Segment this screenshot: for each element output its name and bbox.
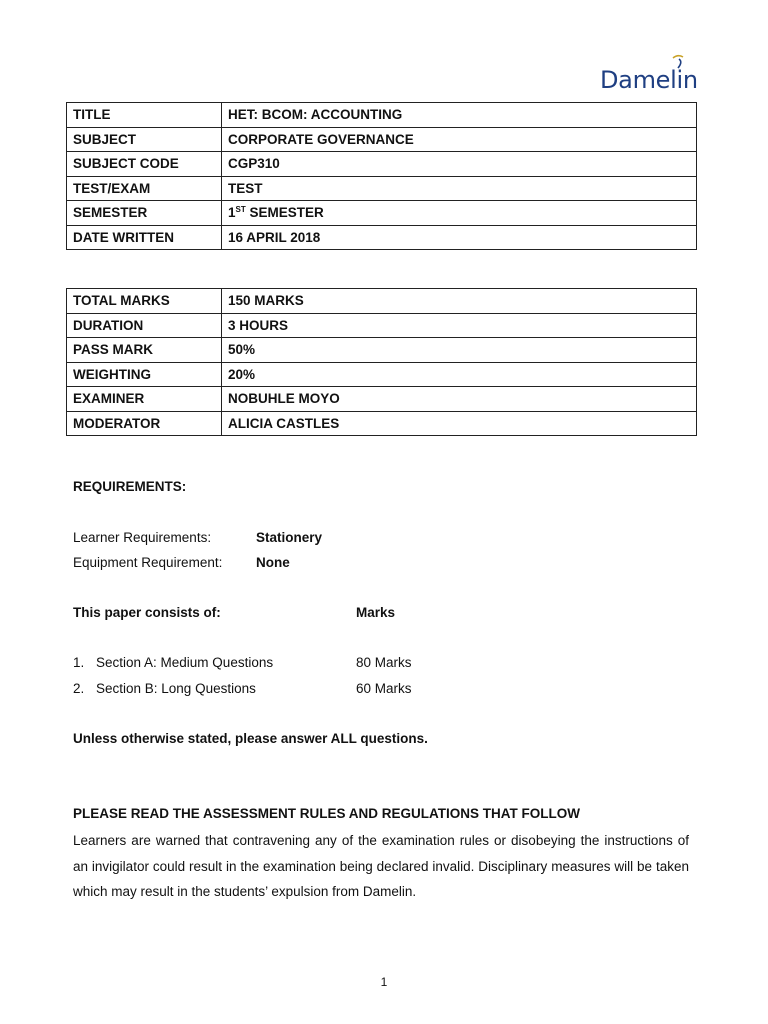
row-value: 50% [222, 338, 697, 363]
table-row [67, 313, 697, 338]
row-value: HET: BCOM: ACCOUNTING [222, 103, 697, 128]
row-value: 3 HOURS [222, 313, 697, 338]
damelin-logo [600, 54, 700, 94]
table-row [67, 152, 697, 177]
answer-instruction: Unless otherwise stated, please answer ALL questions. [73, 731, 428, 746]
row-value: CGP310 [222, 152, 697, 177]
semester-ordinal: ST [235, 205, 246, 215]
row-label: PASS MARK [67, 338, 222, 363]
table-row [67, 103, 697, 128]
section-number: 1. [73, 655, 85, 670]
table-row [67, 225, 697, 250]
page-number: 1 [380, 975, 388, 989]
section-number: 2. [73, 681, 85, 696]
row-value: ALICIA CASTLES [222, 411, 697, 436]
learner-requirements-label: Learner Requirements: [73, 530, 212, 545]
row-label: TOTAL MARKS [67, 289, 222, 314]
row-label: TEST/EXAM [67, 176, 222, 201]
row-value [222, 201, 697, 226]
row-value: 150 MARKS [222, 289, 697, 314]
marks-heading: Marks [356, 605, 396, 620]
section-marks: 60 Marks [356, 681, 412, 696]
semester-number: 1 [228, 205, 236, 221]
row-label: SEMESTER [67, 201, 222, 226]
exam-details-table [66, 102, 697, 250]
table-row [67, 201, 697, 226]
row-label: MODERATOR [67, 411, 222, 436]
row-value: TEST [222, 176, 697, 201]
row-value: CORPORATE GOVERNANCE [222, 127, 697, 152]
table-row [67, 338, 697, 363]
row-value: 20% [222, 362, 697, 387]
row-label: TITLE [67, 103, 222, 128]
semester-word: SEMESTER [245, 205, 324, 221]
row-label: SUBJECT [67, 127, 222, 152]
table-row [67, 411, 697, 436]
table-row [67, 176, 697, 201]
equipment-requirement-label: Equipment Requirement: [73, 555, 223, 570]
row-value: NOBUHLE MOYO [222, 387, 697, 412]
row-label: WEIGHTING [67, 362, 222, 387]
learner-requirements-value: Stationery [256, 530, 323, 545]
table-row [67, 362, 697, 387]
row-label: DURATION [67, 313, 222, 338]
table-row [67, 289, 697, 314]
row-label: DATE WRITTEN [67, 225, 222, 250]
equipment-requirement-value: None [256, 555, 290, 570]
row-label: EXAMINER [67, 387, 222, 412]
table-row [67, 127, 697, 152]
rules-heading: PLEASE READ THE ASSESSMENT RULES AND REGULATIONS THAT FOLLOW [73, 806, 581, 821]
row-label: SUBJECT CODE [67, 152, 222, 177]
section-label: Section B: Long Questions [96, 681, 256, 696]
section-marks: 80 Marks [356, 655, 412, 670]
paper-consists-heading: This paper consists of: [73, 605, 221, 620]
assessment-details-table [66, 288, 697, 436]
section-label: Section A: Medium Questions [96, 655, 274, 670]
table-row [67, 387, 697, 412]
requirements-heading: REQUIREMENTS: [73, 479, 187, 494]
logo-text: Damelin [600, 66, 698, 94]
rules-paragraph: Learners are warned that contravening any of the examination rules or disobeying the instructions of an invigilator could result in the examination being declared invalid. Disciplinary measures will be taken which may result in the students’ expulsion from Damelin. [73, 833, 689, 899]
row-value: 16 APRIL 2018 [222, 225, 697, 250]
